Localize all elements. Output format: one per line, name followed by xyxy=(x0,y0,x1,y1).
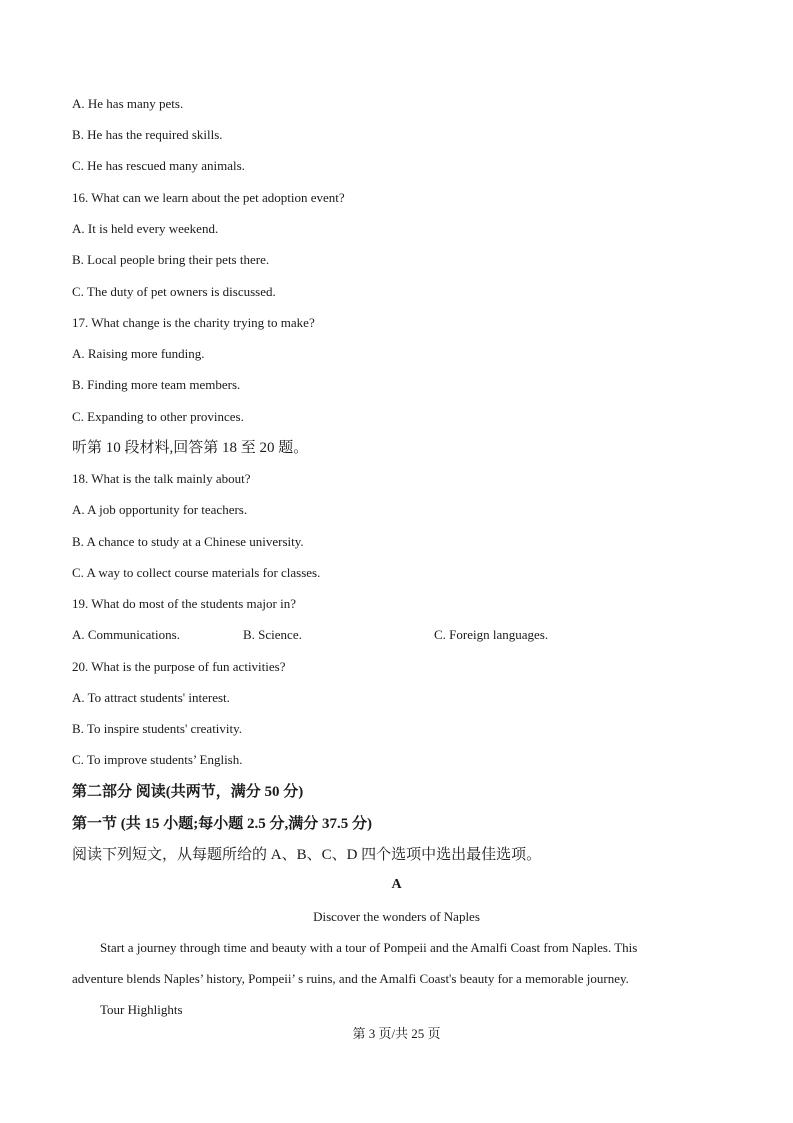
q19-option-a: A. Communications. xyxy=(72,627,180,642)
passage-title: Discover the wonders of Naples xyxy=(313,909,480,924)
q20-option-b: B. To inspire students' creativity. xyxy=(72,721,243,736)
listening-section-instruction: 听第 10 段材料,回答第 18 至 20 题。 xyxy=(72,440,309,456)
q18-option-a: A. A job opportunity for teachers. xyxy=(72,502,248,517)
q17-stem: 17. What change is the charity trying to make? xyxy=(72,315,315,330)
q20-stem: 20. What is the purpose of fun activities? xyxy=(72,659,286,674)
q17-option-a: A. Raising more funding. xyxy=(72,346,205,361)
passage-paragraph-line-1: Start a journey through time and beauty with a tour of Pompeii and the Amalfi Coast from Naples. This xyxy=(100,940,638,955)
q17-option-b: B. Finding more team members. xyxy=(72,377,241,392)
q16-stem: 16. What can we learn about the pet adoption event? xyxy=(72,190,345,205)
reading-instruction: 阅读下列短文，从每题所给的 A、B、C、D 四个选项中选出最佳选项。 xyxy=(72,847,542,863)
q16-option-a: A. It is held every weekend. xyxy=(72,221,219,236)
q15-option-b: B. He has the required skills. xyxy=(72,127,223,142)
passage-paragraph-line-2: adventure blends Naples’ history, Pompeii’ s ruins, and the Amalfi Coast's beauty for a memorable journey. xyxy=(72,971,629,986)
q15-option-c: C. He has rescued many animals. xyxy=(72,158,245,173)
q15-option-a: A. He has many pets. xyxy=(72,96,184,111)
q18-option-b: B. A chance to study at a Chinese university. xyxy=(72,534,304,549)
q18-stem: 18. What is the talk mainly about? xyxy=(72,471,251,486)
q17-option-c: C. Expanding to other provinces. xyxy=(72,409,244,424)
q20-option-a: A. To attract students' interest. xyxy=(72,690,230,705)
q19-option-b: B. Science. xyxy=(243,627,302,642)
q20-option-c: C. To improve students’ English. xyxy=(72,752,243,767)
section-one-title: 第一节 (共 15 小题;每小题 2.5 分,满分 37.5 分) xyxy=(72,816,372,832)
page-footer: 第 3 页/共 25 页 xyxy=(352,1026,441,1041)
q16-option-c: C. The duty of pet owners is discussed. xyxy=(72,284,276,299)
passage-letter: A xyxy=(391,877,402,892)
q18-option-c: C. A way to collect course materials for classes. xyxy=(72,565,321,580)
q19-stem: 19. What do most of the students major in? xyxy=(72,596,296,611)
q19-option-c: C. Foreign languages. xyxy=(434,627,549,642)
q16-option-b: B. Local people bring their pets there. xyxy=(72,252,270,267)
part-two-title: 第二部分 阅读(共两节，满分 50 分) xyxy=(72,784,304,800)
passage-subheading: Tour Highlights xyxy=(100,1002,183,1017)
